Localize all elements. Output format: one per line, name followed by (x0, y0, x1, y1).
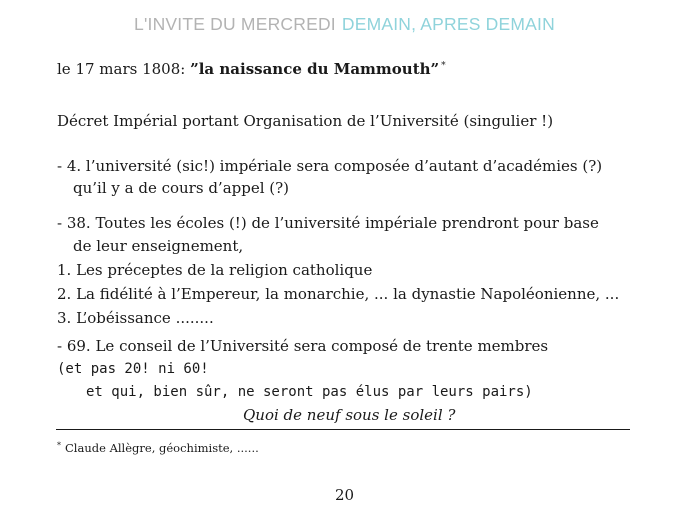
article-4-line-2: qu’il y a de cours d’appel (?) (73, 179, 290, 197)
article-38-item-3: 3. L’obéissance ........ (57, 309, 214, 327)
slide-header (0, 14, 689, 35)
closing-question: Quoi de neuf sous le soleil ? (243, 406, 456, 424)
slide-title (57, 60, 446, 78)
footnote-text: Claude Allègre, géochimiste, ...... (65, 441, 259, 455)
header-title: L'INVITE DU MERCREDI (134, 14, 336, 34)
article-38-item-2: 2. La fidélité à l’Empereur, la monarchie, ... la dynastie Napoléonienne, ... (57, 285, 620, 303)
title-main: ”la naissance du Mammouth” (190, 60, 440, 78)
header-subtitle: DEMAIN, APRES DEMAIN (341, 14, 555, 34)
footnote-divider (56, 429, 630, 430)
article-38-line-1: - 38. Toutes les écoles (!) de l’université impériale prendront pour base (57, 214, 599, 232)
footnote-mark: * (57, 441, 61, 450)
page-number: 20 (334, 486, 355, 504)
title-footnote-mark: * (441, 61, 446, 71)
title-date: le 17 mars 1808: (57, 60, 186, 78)
footnote (57, 441, 259, 455)
article-38-item-1: 1. Les préceptes de la religion catholique (57, 261, 373, 279)
decree-line: Décret Impérial portant Organisation de l’Université (singulier !) (57, 112, 554, 130)
article-38-line-2: de leur enseignement, (73, 237, 244, 255)
article-4-line-1: - 4. l’université (sic!) impériale sera composée d’autant d’académies (?) (57, 157, 603, 175)
article-69-line-1: - 69. Le conseil de l’Université sera composé de trente membres (57, 337, 549, 355)
article-69-mono-1: (et pas 20! ni 60! (57, 361, 209, 377)
article-69-mono-2: et qui, bien sûr, ne seront pas élus par leurs pairs) (86, 384, 533, 400)
